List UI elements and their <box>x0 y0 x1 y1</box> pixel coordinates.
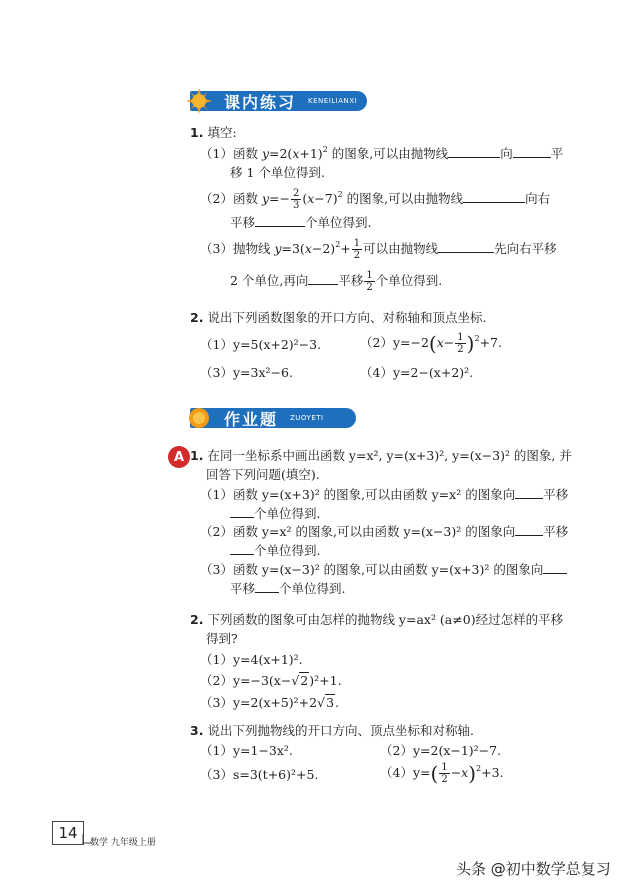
homework-2-item-2: （2）y=−3(x−√2)²+1. <box>200 673 342 688</box>
homework-1-part-2-cont: 个单位得到. <box>230 542 320 560</box>
homework-1-part-1: （1）函数 y=(x+3)² 的图象,可以由函数 y=x² 的图象向 平移 <box>200 487 569 502</box>
section-subtitle: KENEILIANXI <box>308 97 358 105</box>
section-banner-practice <box>190 88 367 114</box>
sun-icon <box>186 88 212 114</box>
homework-2-heading: 2. 下列函数的图象可由怎样的抛物线 y=ax² (a≠0)经过怎样的平移 <box>190 612 564 627</box>
section-banner-homework <box>190 405 356 431</box>
exercise-1-heading: 1. 填空: <box>190 125 237 140</box>
homework-2-heading-cont: 得到? <box>206 631 238 646</box>
exercise-2-heading: 2. 说出下列函数图象的开口方向、对称轴和顶点坐标. <box>190 310 487 325</box>
exercise-2-item-3: （3）y=3x²−6. <box>200 365 293 380</box>
section-title: 课内练习 <box>224 92 297 112</box>
homework-3-heading: 3. 说出下列抛物线的开口方向、顶点坐标和对称轴. <box>190 723 474 738</box>
exercise-1-part-3-cont: 2 个单位,再向 平移 $\frac{1}{2}$ 个单位得到. <box>230 270 443 293</box>
level-a-badge: A <box>168 446 190 468</box>
exercise-2-item-2: （2）y=−2(x− $\frac{1}{2}$ )$^2$+7. <box>360 331 502 356</box>
homework-1-heading-cont: 回答下列问题(填空). <box>206 467 320 482</box>
exercise-1-part-1-cont: 移 1 个单位得到. <box>230 165 325 180</box>
homework-1-heading: 1. 在同一坐标系中画出函数 y=x², y=(x+3)², y=(x−3)² 的图象, 并 <box>190 448 572 463</box>
section-title: 作业题 <box>224 409 279 429</box>
exercise-1-part-2: （2）函数 y=− $\frac{2}{3}$ $(x-7)^2$ 的图象,可以由抛物线 向右 <box>200 188 551 211</box>
homework-1-part-3-cont: 平移 个单位得到. <box>230 581 346 596</box>
exercise-1-part-3: （3）抛物线 $y=3(x-2)^2+$ $\frac{1}{2}$ 可以由抛物线 先向右平移 <box>200 238 557 261</box>
exercise-2-item-4: （4）y=2−(x+2)². <box>360 365 474 380</box>
homework-1-part-1-cont: 个单位得到. <box>230 505 320 523</box>
homework-3-item-3: （3）s=3(t+6)²+5. <box>200 767 319 782</box>
page-number: 14 <box>52 821 84 845</box>
exercise-2-item-1: （1）y=5(x+2)²−3. <box>200 337 322 352</box>
sun-icon <box>186 405 212 431</box>
homework-2-item-3: （3）y=2(x+5)²+2√3. <box>200 695 340 710</box>
exercise-1-part-2-cont: 平移 个单位得到. <box>230 215 372 230</box>
homework-1-part-2: （2）函数 y=x² 的图象,可以由函数 y=(x−3)² 的图象向 平移 <box>200 524 569 539</box>
exercise-1-part-1: （1）函数 $y=2(x+1)^2$ 的图象,可以由抛物线 向 平 <box>200 145 564 161</box>
section-subtitle: ZUOYETI <box>290 414 324 422</box>
homework-3-item-1: （1）y=1−3x². <box>200 743 293 758</box>
homework-2-item-1: （1）y=4(x+1)². <box>200 652 303 667</box>
homework-1-part-3: （3）函数 y=(x−3)² 的图象,可以由函数 y=(x+3)² 的图象向 <box>200 561 567 579</box>
homework-3-item-2: （2）y=2(x−1)²−7. <box>380 743 502 758</box>
book-title: 数学 九年级上册 <box>90 838 156 848</box>
homework-3-item-4: （4）y=( $\frac{1}{2}$ −x)$^2$+3. <box>380 761 504 786</box>
watermark: 头条 @初中数学总复习 <box>456 860 611 878</box>
